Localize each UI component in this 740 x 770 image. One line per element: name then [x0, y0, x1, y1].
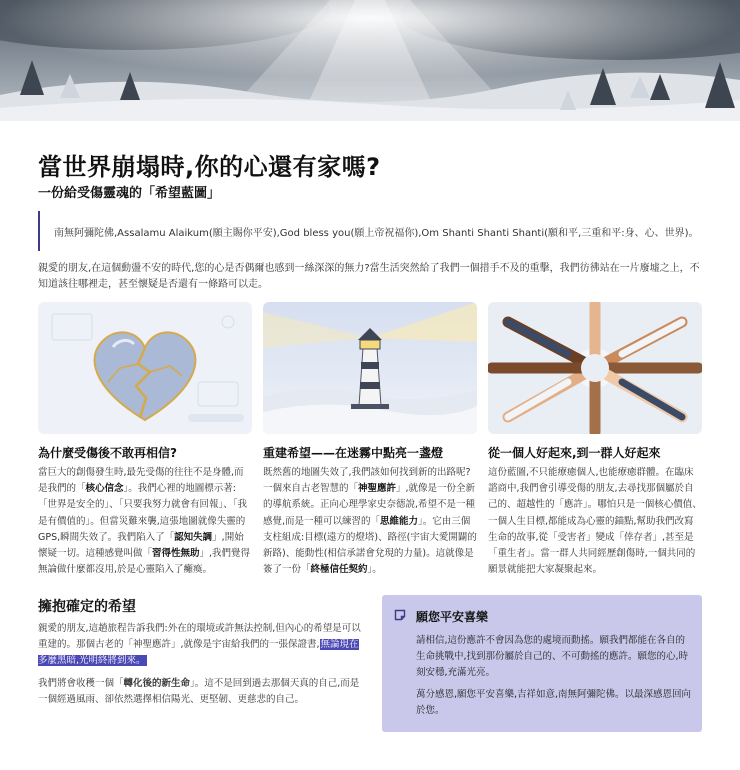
intro-paragraph: 親愛的朋友,在這個動盪不安的時代,您的心是否偶爾也感到一絲深深的無力?當生活突然給了我們一個措手不及的重擊，我們彷彿站在一片廢墟之上，不知道該往哪裡走，甚至懷疑是否還有一條路可以走。	[38, 263, 700, 290]
card-text-community: 這份藍圖,不只能療癒個人,也能療癒群體。在臨床諮商中,我們會引導受傷的朋友,去尋找那個屬於自己的、超越性的「應許」。哪怕只是一個核心價值、一個人生目標,都能成為心靈的錨點,幫助我們改寫生命的故事,從「受害者」變成「倖存者」,甚至是「重生者」。當一群人共同經歷創傷時,一個共同的願景就能把大家凝聚起來。	[488, 467, 702, 576]
section-paragraph-2: 我們將會收穫一個「轉化後的新生命」。這不是回到過去那個天真的自己,而是一個經過風雨、卻依然選擇相信陽光、更堅韌、更慈悲的自己。	[38, 678, 360, 705]
keyword-learned-helplessness: 習得性無助	[152, 548, 200, 560]
card-title-community: 從一個人好起來,到一群人好起來	[488, 446, 661, 460]
blessing-quote	[38, 211, 702, 251]
keyword-sacred-promise: 神聖應許	[358, 483, 397, 495]
section-title: 擁抱確定的希望	[38, 599, 136, 615]
keyword-trust-contract: 終極信任契約	[310, 564, 368, 576]
card-title-hope: 重建希望——在迷霧中點亮一盞燈	[263, 446, 444, 460]
keyword-core-belief: 核心信念	[85, 483, 124, 495]
highlighted-text: 無論現在多麼黑暗,光明終將到來。	[38, 639, 359, 666]
keyword-cognitive-dissonance: 認知失調	[174, 531, 213, 543]
keyword-thinking-ability: 思維能力	[380, 515, 419, 527]
blessing-box-paragraph-1: 請相信,這份應許不會因為您的處境而動搖。願我們都能在各自的生命挑戰中,找到那份屬於自己的、不可動搖的應許。願您的心,時刻安穩,充滿光亮。	[416, 635, 689, 678]
blessing-box	[382, 595, 702, 732]
card-text-hope: 既然舊的地圖失效了,我們該如何找到新的出路呢?一個來自古老智慧的「神聖應許」,就像是一份全新的導航系統。正向心理學家史奈德說,希望不是一種感覺,而是一種可以練習的「思維能力」。它由三個支柱組成:目標(遠方的燈塔)、路徑(宇宙大愛開闢的新路)、能動性(相信承諾會兌現的力量)。這就像是簽了一份「終極信任契約」。	[263, 467, 477, 576]
blessing-text: 南無阿彌陀佛,Assalamu Alaikum(願主賜你平安),God bless you(願上帝祝福你),Om Shanti Shanti Shanti(願和平,三重和平:身、心、世界)。	[54, 227, 699, 239]
broken-heart-image	[38, 302, 252, 434]
hero-image	[0, 0, 740, 121]
joined-hands-image	[488, 302, 702, 434]
card-text-trust: 當巨大的創傷發生時,最先受傷的往往不是身體,而是我們的「核心信念」。我們心裡的地圖標示著:「世界是安全的」、「只要我努力就會有回報」、「我是有價值的」。但當災難來襲,這張地圖就像失靈的GPS,瞬間失效了。我們陷入了「認知失調」,開始懷疑一切。這種感覺叫做「習得性無助」,我們覺得無論做什麼都沒用,於是心靈陷入了癱瘓。	[38, 467, 251, 576]
section-paragraph-1: 親愛的朋友,這趟旅程告訴我們:外在的環境或許無法控制,但內心的希望是可以重建的。那個古老的「神聖應許」,就像是宇宙給我們的一張保證書,無論現在多麼黑暗,光明終將到來。	[38, 623, 361, 666]
lighthouse-image	[263, 302, 477, 434]
blessing-box-paragraph-2: 萬分感恩,願您平安喜樂,吉祥如意,南無阿彌陀佛。以最深感恩回向於您。	[416, 689, 692, 716]
card-title-trust: 為什麼受傷後不敢再相信?	[38, 446, 177, 460]
note-icon	[394, 609, 406, 621]
blessing-box-title: 願您平安喜樂	[416, 610, 489, 624]
keyword-new-life: 轉化後的新生命	[123, 678, 191, 689]
page-title: 當世界崩塌時,你的心還有家嗎?	[38, 153, 381, 181]
page-subtitle: 一份給受傷靈魂的「希望藍圖」	[38, 186, 221, 201]
